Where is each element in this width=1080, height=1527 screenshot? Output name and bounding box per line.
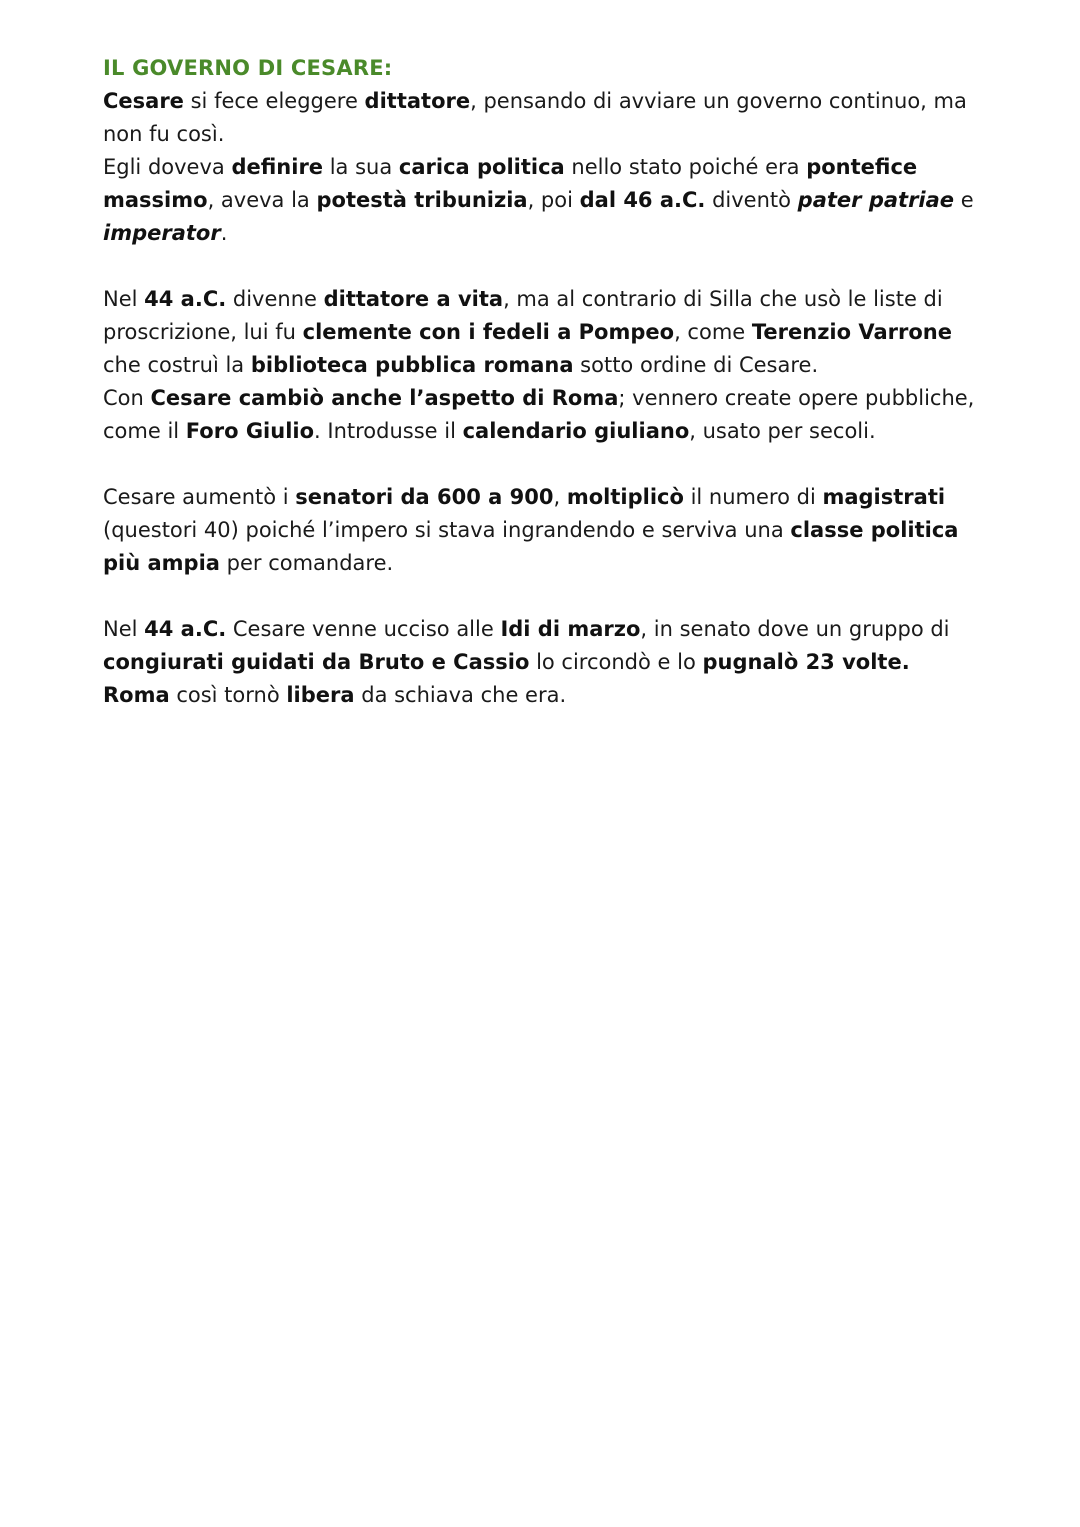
body-text: , usato per secoli. — [689, 419, 876, 443]
paragraph — [103, 481, 983, 580]
body-text: sotto ordine di Cesare. — [573, 353, 819, 377]
emphasis-text: potestà tribunizia — [316, 188, 528, 212]
body-text: il numero di — [683, 485, 823, 509]
body-text: Cesare aumentò i — [103, 485, 296, 509]
body-text: e — [954, 188, 974, 212]
paragraph — [103, 679, 983, 712]
body-text: diventò — [705, 188, 798, 212]
emphasis-text: dittatore — [364, 89, 471, 113]
body-text: divenne — [226, 287, 324, 311]
paragraph — [103, 283, 983, 382]
emphasis-text: senatori da 600 a 900 — [295, 485, 554, 509]
paragraph — [103, 151, 983, 250]
emphasis-text: 44 a.C. — [144, 617, 227, 641]
emphasis-text: Idi di marzo — [500, 617, 641, 641]
emphasis-text: pontefice massimo — [103, 155, 918, 212]
body-text: , — [553, 485, 567, 509]
body-text: Nel — [103, 287, 145, 311]
body-text: lo circondò e lo — [529, 650, 703, 674]
body-text: Cesare venne ucciso alle — [226, 617, 501, 641]
emphasis-text: moltiplicò — [566, 485, 684, 509]
emphasis-text: classe politica più ampia — [103, 518, 959, 575]
body-text: si fece eleggere — [183, 89, 365, 113]
body-text: così tornò — [169, 683, 287, 707]
paragraph — [103, 613, 983, 679]
document-title: IL GOVERNO DI CESARE: — [103, 56, 393, 80]
emphasis-text: Foro Giulio — [185, 419, 315, 443]
body-text: che costruì la — [103, 353, 251, 377]
body-text: , in senato dove un gruppo di — [640, 617, 950, 641]
emphasis-text: libera — [286, 683, 355, 707]
body-text: . Introdusse il — [314, 419, 463, 443]
document-body — [103, 85, 983, 712]
body-text: Egli doveva — [103, 155, 232, 179]
emphasis-text: dal 46 a.C. — [579, 188, 706, 212]
body-text: da schiava che era. — [354, 683, 567, 707]
body-text: Con — [103, 386, 151, 410]
emphasis-text: pugnalò 23 volte. — [702, 650, 910, 674]
emphasis-text: congiurati guidati da Bruto e Cassio — [103, 650, 530, 674]
emphasis-text: carica politica — [398, 155, 565, 179]
body-text: (questori 40) poiché l’impero si stava ingrandendo e serviva una — [103, 518, 791, 542]
emphasis-text: Cesare cambiò anche l’aspetto di Roma — [150, 386, 619, 410]
body-text: nello stato poiché era — [564, 155, 807, 179]
body-text: , poi — [527, 188, 580, 212]
body-text: la sua — [323, 155, 399, 179]
emphasis-text: dittatore a vita — [323, 287, 504, 311]
body-text: , ma al contrario di Silla che usò le liste di proscrizione, lui fu — [103, 287, 943, 344]
paragraph-spacer — [103, 448, 983, 481]
emphasis-text: 44 a.C. — [144, 287, 227, 311]
body-text: Nel — [103, 617, 145, 641]
body-text: , aveva la — [207, 188, 317, 212]
body-text: , pensando di avviare un governo continuo, ma non fu così. — [103, 89, 967, 146]
body-text: per comandare. — [219, 551, 394, 575]
emphasis-text: magistrati — [822, 485, 946, 509]
emphasis-text: pater patriae — [797, 188, 955, 212]
emphasis-text: Cesare — [103, 89, 184, 113]
body-text: , come — [674, 320, 752, 344]
emphasis-text: Terenzio Varrone — [751, 320, 952, 344]
emphasis-text: calendario giuliano — [462, 419, 690, 443]
document-page — [103, 52, 983, 712]
paragraph — [103, 382, 983, 448]
emphasis-text: imperator — [103, 221, 221, 245]
body-text: ; vennero create opere pubbliche, come il — [103, 386, 975, 443]
emphasis-text: biblioteca pubblica romana — [250, 353, 574, 377]
emphasis-text: definire — [231, 155, 324, 179]
paragraph — [103, 85, 983, 151]
emphasis-text: clemente con i fedeli a Pompeo — [302, 320, 675, 344]
paragraph-spacer — [103, 250, 983, 283]
emphasis-text: Roma — [103, 683, 170, 707]
paragraph-spacer — [103, 580, 983, 613]
body-text: . — [220, 221, 228, 245]
